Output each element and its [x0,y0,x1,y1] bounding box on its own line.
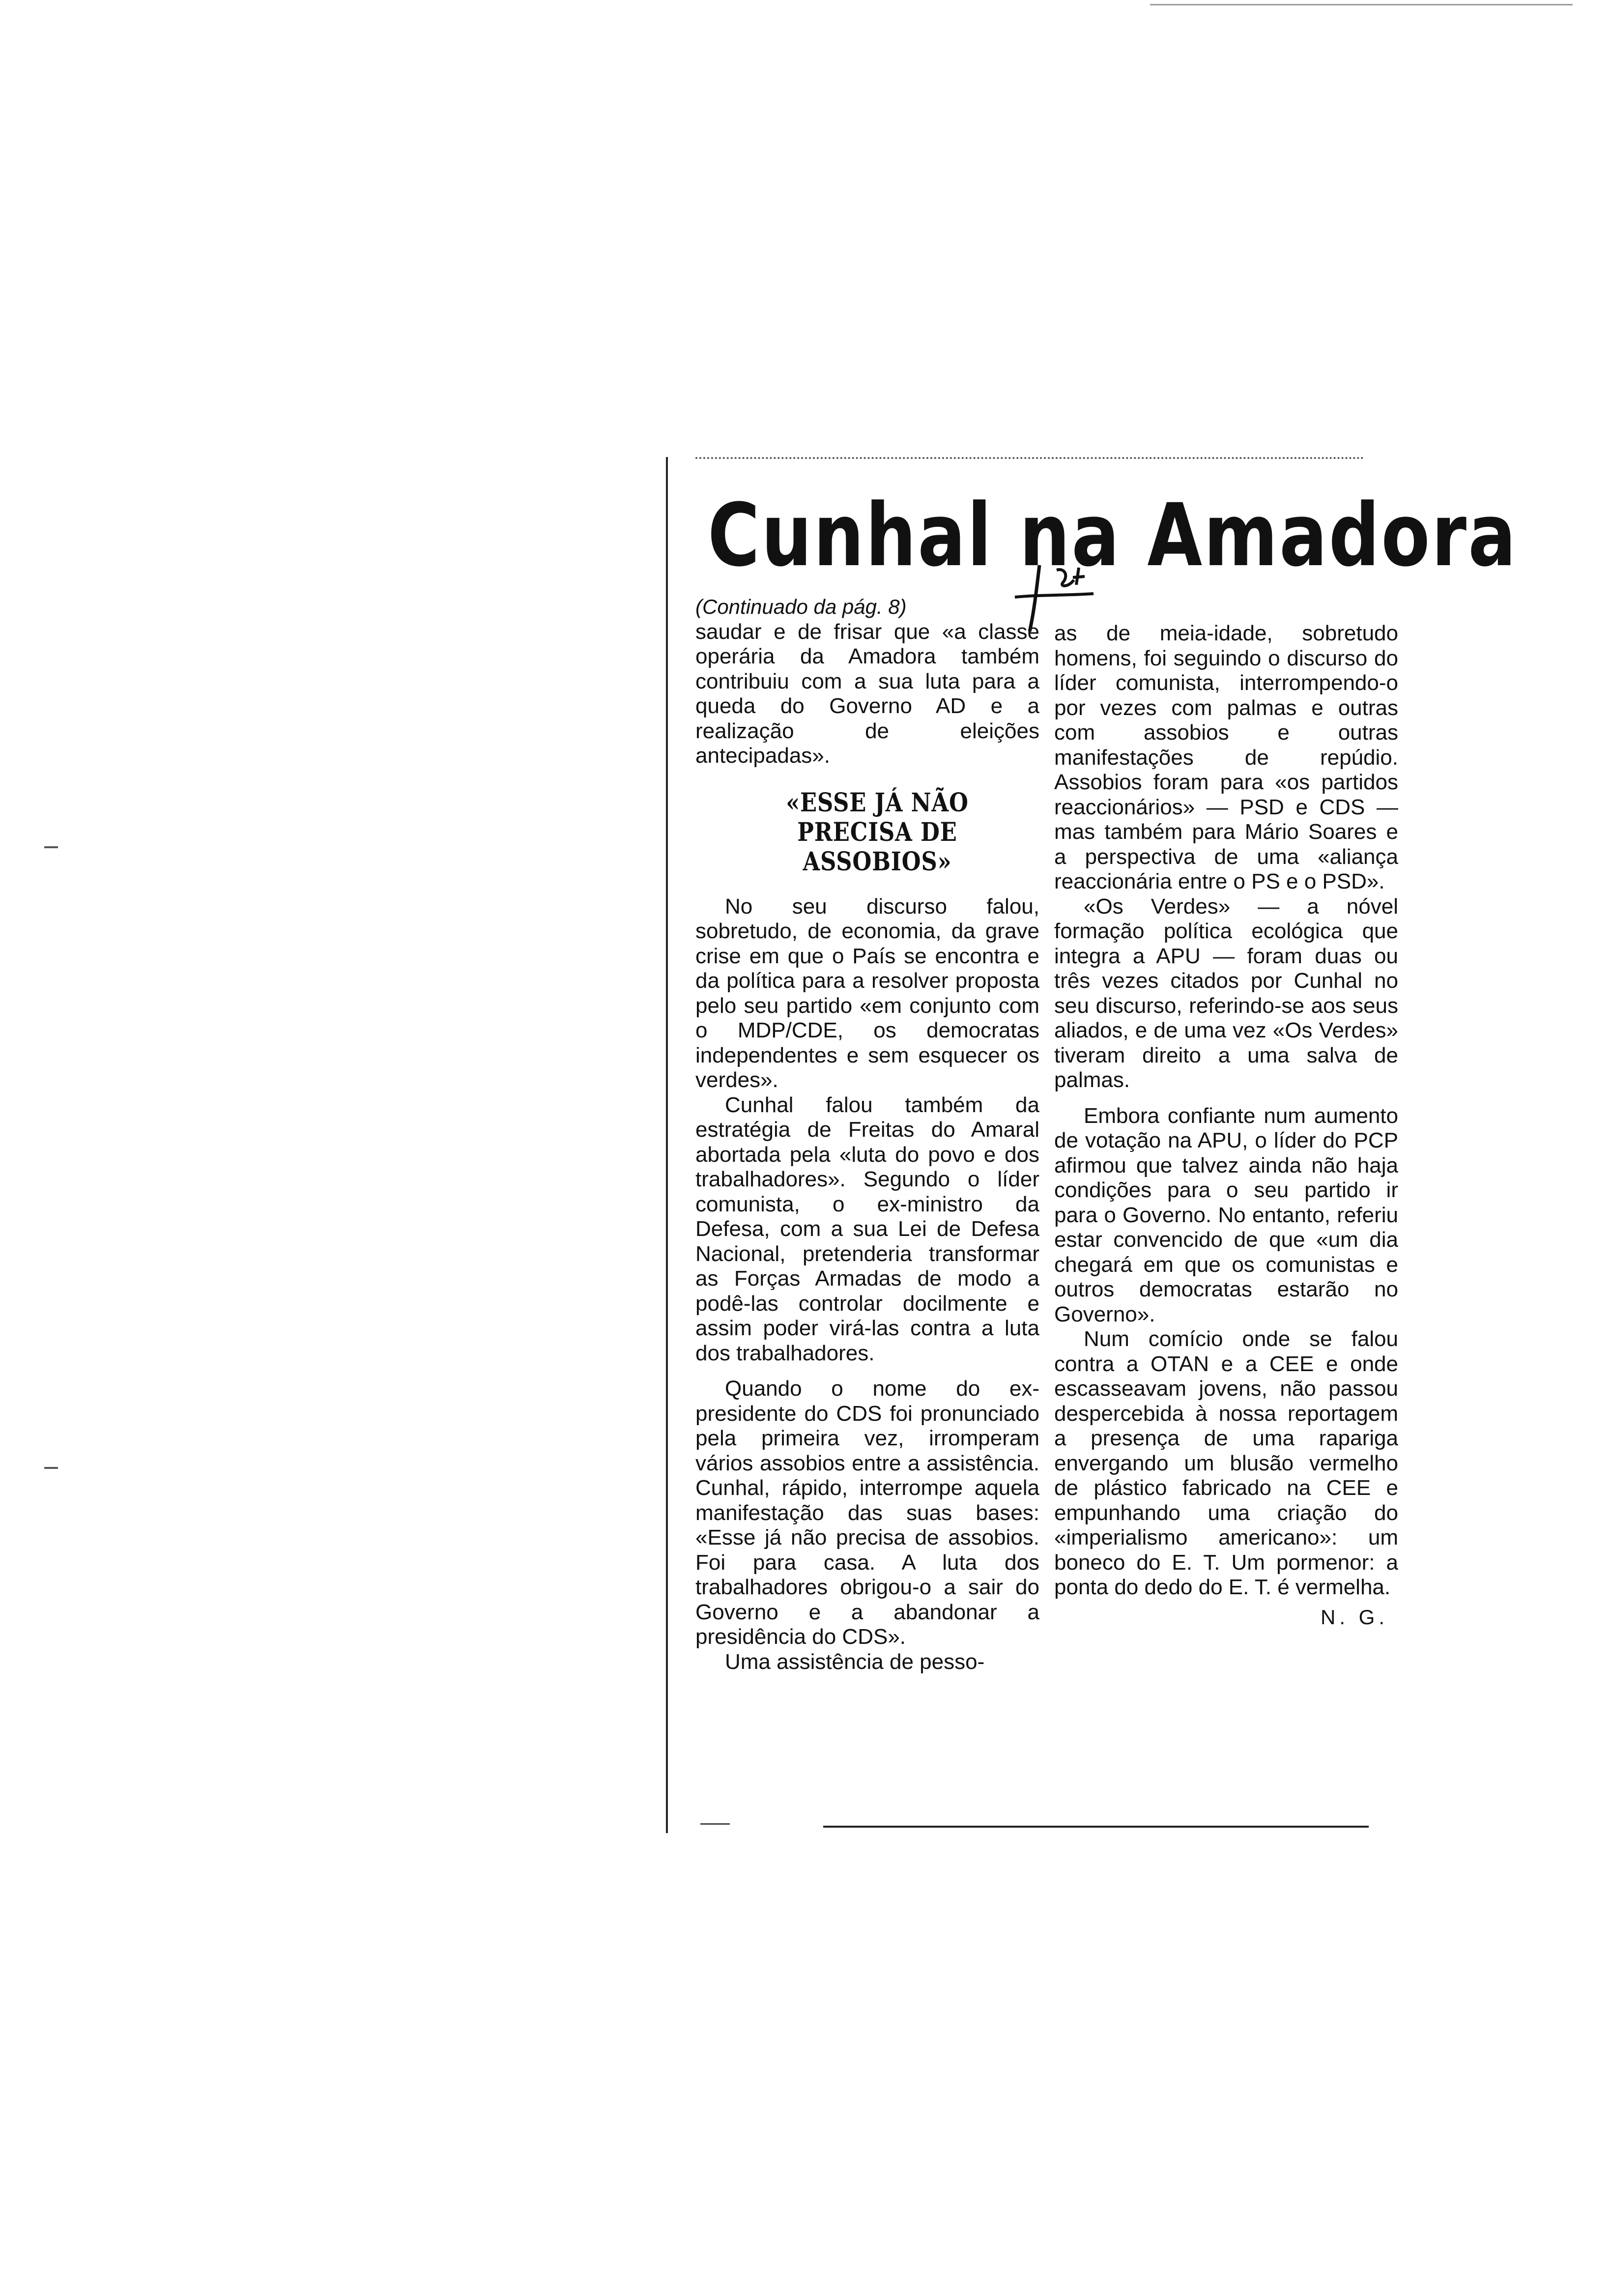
paragraph: No seu discurso falou, sobretudo, de economia, da grave crise em que o País se encontra e da política para a resolver proposta pelo seu partido «em conjunto com o MDP/CDE, os democratas independentes e sem esquecer os verdes». [695,894,1039,1092]
continued-note: (Continuado da pág. 8) [695,595,907,618]
paragraph: Quando o nome do ex-presidente do CDS foi pronunciado pela primeira vez, irromperam vários assobios entre a assistência. Cunhal, rápido, interrompe aquela manifestação das suas bases: «Esse já não precisa de assobios. Foi para casa. A luta dos trabalhadores obrigou-o a sair do Governo e a abandonar a presidência do CDS». [695,1377,1039,1649]
clipping-bottom-rule [823,1826,1369,1828]
scan-mark [44,846,58,848]
clipping-left-border [666,457,668,1833]
newspaper-clipping [666,452,1518,1843]
article-column-right [1054,595,1398,1630]
clipping-top-edge [695,457,1364,468]
paragraph: Num comício onde se falou contra a OTAN e a CEE e onde escasseavam jovens, não passou despercebida à nossa reportagem a presença de uma rapariga envergando um blusão vermelho de plástico fabricado na CEE e empunhando uma criação do «imperialismo americano»: um boneco do E. T. Um pormenor: a ponta do dedo do E. T. é vermelha. [1054,1327,1398,1599]
article-byline: N. G. [1320,1605,1388,1629]
clipping-bottom-mark [700,1823,730,1825]
paragraph: saudar e de frisar que «a classe operária da Amadora também contribuiu com a sua luta para a queda do Governo AD e a realização de eleições antecipadas». [695,619,1039,768]
paragraph: as de meia-idade, sobretudo homens, foi seguindo o discurso do líder comunista, interrompendo-o por vezes com palmas e outras com assobios e outras manifestações de repúdio. Assobios foram para «os partidos reaccionários» — PSD e CDS — mas também para Mário Soares e a perspectiva de uma «aliança reaccionária entre o PS e o PSD». [1054,621,1398,893]
paragraph: Uma assistência de pesso- [725,1649,985,1674]
scan-edge-line [1150,4,1573,5]
paragraph: «Os Verdes» — a nóvel formação política ecológica que integra a APU — foram duas ou três vezes citados por Cunhal no seu discurso, referindo-se aos seus aliados, e de uma vez «Os Verdes» tiveram direito a uma salva de palmas. [1054,894,1398,1092]
article-column-left [695,595,1039,1674]
paragraph: Cunhal falou também da estratégia de Freitas do Amaral abortada pela «luta do povo e dos trabalhadores». Segundo o líder comunista, o ex-ministro da Defesa, com a sua Lei de Defesa Nacional, pretenderia transformar as Forças Armadas de modo a podê-las controlar docilmente e assim poder virá-las contra a luta dos trabalhadores. [695,1092,1039,1365]
paragraph: Embora confiante num aumento de votação na APU, o líder do PCP afirmou que talvez ainda não haja condições para o seu partido ir para o Governo. No entanto, referiu estar convencido de que «um dia chegará em que os comunistas e outros democratas estarão no Governo». [1054,1103,1398,1326]
scan-mark [44,1467,58,1469]
article-subheading: «ESSE JÁ NÃO PRECISA DE ASSOBIOS» [786,787,969,877]
article-headline: Cunhal na Amadora [708,485,1518,586]
